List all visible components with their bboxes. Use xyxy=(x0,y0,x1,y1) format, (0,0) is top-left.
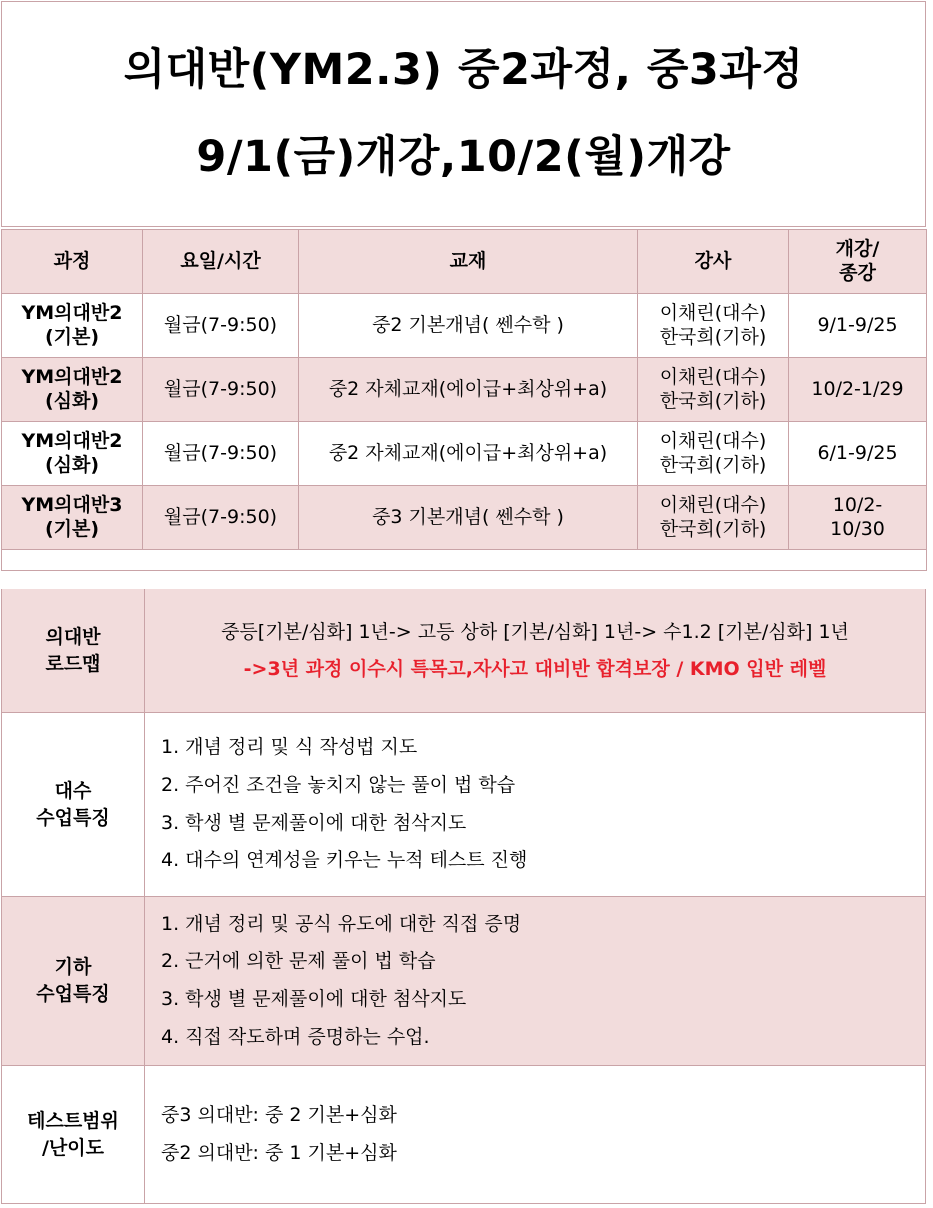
algebra-list xyxy=(145,713,925,896)
list-item: 중2 의대반: 중 1 기본+심화 xyxy=(161,1141,397,1164)
teachers: 이채린(대수) 한국희(기하) xyxy=(638,294,789,358)
course-period: 10/2- 10/30 xyxy=(789,486,927,550)
class-time: 월금(7-9:50) xyxy=(143,294,299,358)
header-period: 개강/ 종강 xyxy=(789,230,927,294)
test-section xyxy=(1,1066,926,1204)
class-time: 월금(7-9:50) xyxy=(143,358,299,422)
class-time: 월금(7-9:50) xyxy=(143,422,299,486)
course-name: YM의대반2 (심화) xyxy=(2,422,143,486)
list-item: 1. 개념 정리 및 식 작성법 지도 xyxy=(161,736,418,759)
table-row xyxy=(2,486,927,550)
list-item: 3. 학생 별 문제풀이에 대한 첨삭지도 xyxy=(161,811,467,834)
geometry-section xyxy=(1,897,926,1066)
header-teacher: 강사 xyxy=(638,230,789,294)
list-item: 1. 개념 정리 및 공식 유도에 대한 직접 증명 xyxy=(161,912,522,935)
textbook: 중2 자체교재(에이급+최상위+a) xyxy=(299,358,638,422)
schedule-table xyxy=(1,229,927,571)
course-period: 6/1-9/25 xyxy=(789,422,927,486)
textbook: 중3 기본개념( 쎈수학 ) xyxy=(299,486,638,550)
roadmap-section xyxy=(1,589,926,713)
list-item: 2. 주어진 조건을 놓치지 않는 풀이 법 학습 xyxy=(161,773,516,796)
textbook: 중2 기본개념( 쎈수학 ) xyxy=(299,294,638,358)
geometry-label: 기하 수업특징 xyxy=(2,897,145,1065)
roadmap-path: 중등[기본/심화] 1년-> 고등 상하 [기본/심화] 1년-> 수1.2 [기본/심화] 1년 xyxy=(221,621,849,644)
title-box xyxy=(1,1,926,227)
list-item: 4. 직접 작도하며 증명하는 수업. xyxy=(161,1025,430,1048)
geometry-list xyxy=(145,897,925,1065)
course-name: YM의대반3 (기본) xyxy=(2,486,143,550)
list-item: 중3 의대반: 중 2 기본+심화 xyxy=(161,1103,397,1126)
teachers: 이채린(대수) 한국희(기하) xyxy=(638,358,789,422)
roadmap-label: 의대반 로드맵 xyxy=(2,589,145,712)
list-item: 2. 근거에 의한 문제 풀이 법 학습 xyxy=(161,950,436,973)
start-dates-title: 9/1(금)개강,10/2(월)개강 xyxy=(196,132,731,182)
table-spacer-row xyxy=(2,550,927,571)
course-period: 10/2-1/29 xyxy=(789,358,927,422)
textbook: 중2 자체교재(에이급+최상위+a) xyxy=(299,422,638,486)
main-title: 의대반(YM2.3) 중2과정, 중3과정 xyxy=(123,45,804,95)
algebra-label: 대수 수업특징 xyxy=(2,713,145,896)
algebra-section xyxy=(1,713,926,897)
table-row xyxy=(2,422,927,486)
teachers: 이채린(대수) 한국희(기하) xyxy=(638,422,789,486)
header-course: 과정 xyxy=(2,230,143,294)
table-row xyxy=(2,294,927,358)
course-name: YM의대반2 (기본) xyxy=(2,294,143,358)
header-book: 교재 xyxy=(299,230,638,294)
table-row xyxy=(2,358,927,422)
test-list xyxy=(145,1066,925,1203)
course-name: YM의대반2 (심화) xyxy=(2,358,143,422)
course-period: 9/1-9/25 xyxy=(789,294,927,358)
roadmap-guarantee: ->3년 과정 이수시 특목고,자사고 대비반 합격보장 / KMO 입반 레벨 xyxy=(243,657,827,680)
test-label: 테스트범위 /난이도 xyxy=(2,1066,145,1203)
teachers: 이채린(대수) 한국희(기하) xyxy=(638,486,789,550)
class-time: 월금(7-9:50) xyxy=(143,486,299,550)
header-time: 요일/시간 xyxy=(143,230,299,294)
schedule-header-row xyxy=(2,230,927,294)
roadmap-body xyxy=(145,589,925,712)
list-item: 3. 학생 별 문제풀이에 대한 첨삭지도 xyxy=(161,988,467,1010)
list-item: 4. 대수의 연계성을 키우는 누적 테스트 진행 xyxy=(161,849,528,872)
